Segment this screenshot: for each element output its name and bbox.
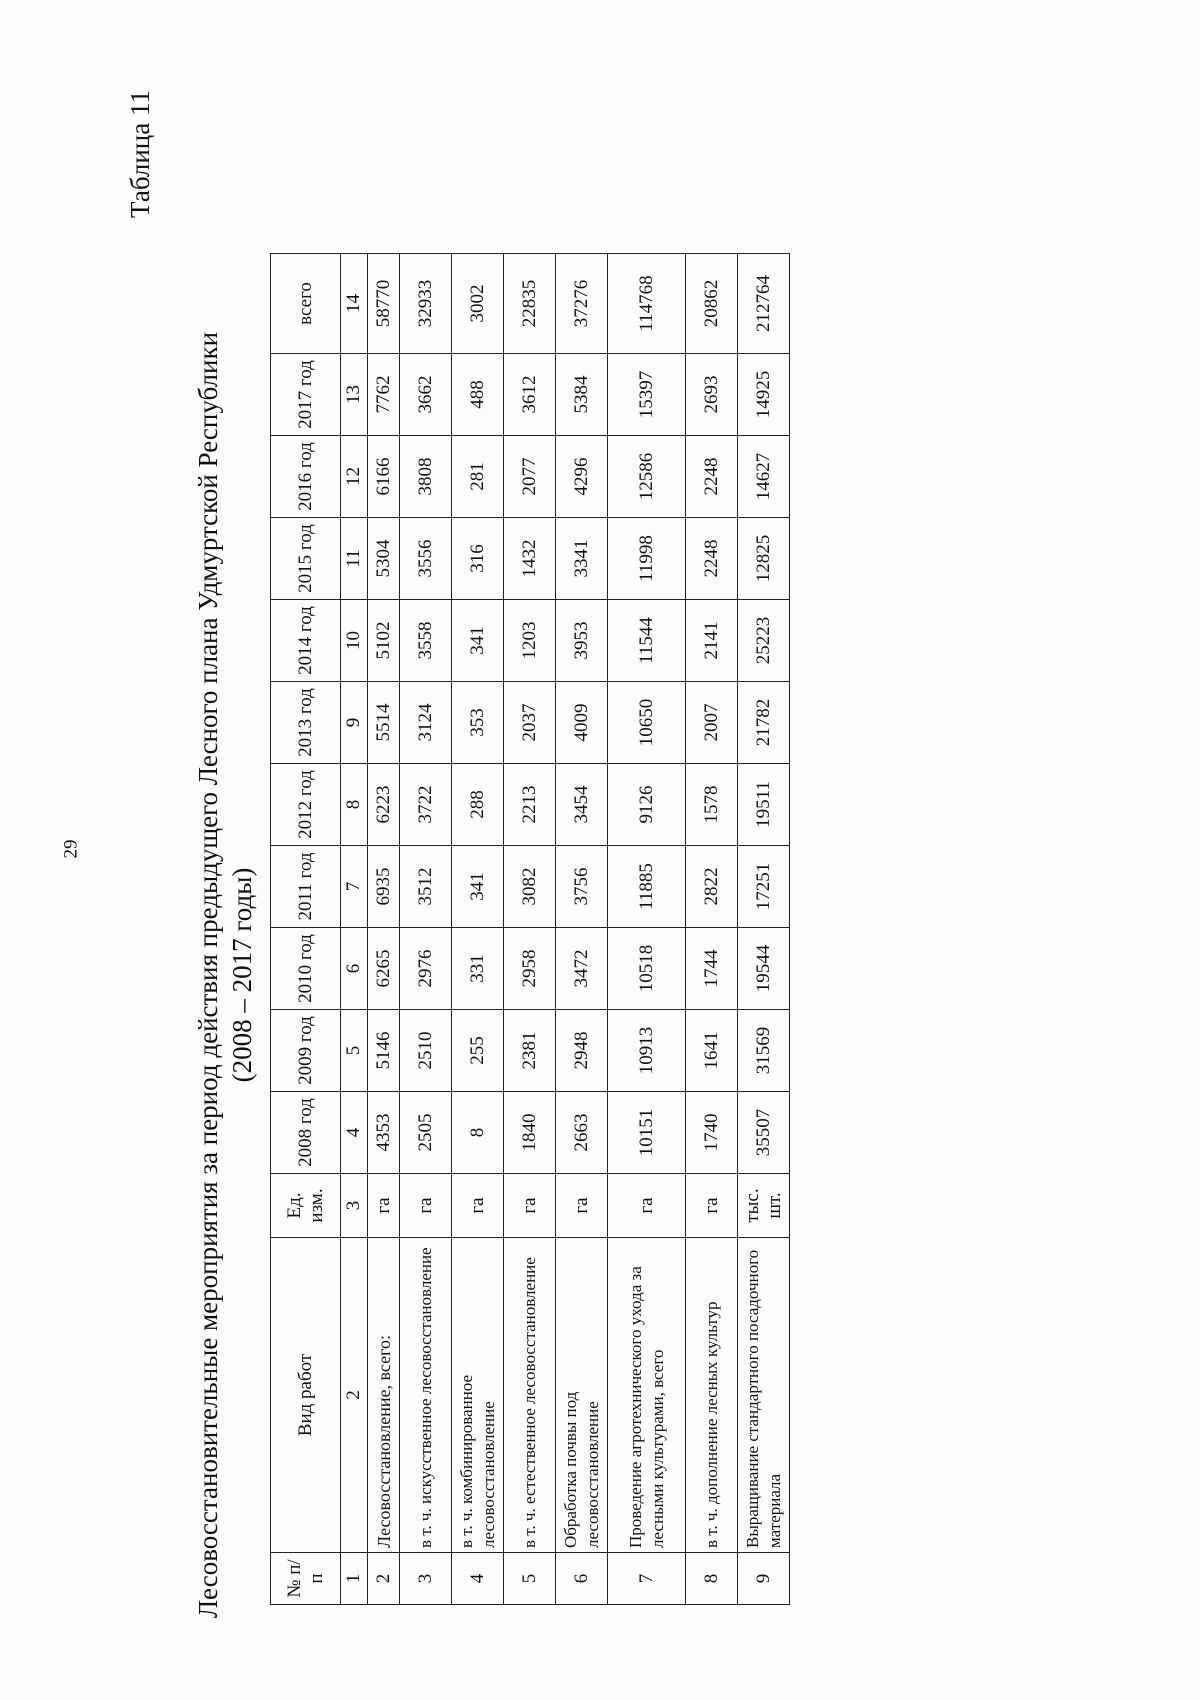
row-value: 2976 (400, 928, 452, 1010)
row-value: 35507 (738, 1092, 790, 1174)
row-value: 2663 (556, 1092, 608, 1174)
row-value: 1740 (686, 1092, 738, 1174)
table-row (368, 254, 400, 1605)
page-number: 29 (60, 839, 82, 859)
table-row (556, 254, 608, 1605)
row-num: 4 (452, 1553, 504, 1605)
row-total: 32933 (400, 254, 452, 354)
row-total: 3002 (452, 254, 504, 354)
row-num: 3 (400, 1553, 452, 1605)
row-value: 1432 (504, 518, 556, 600)
row-total: 22835 (504, 254, 556, 354)
row-value: 6265 (368, 928, 400, 1010)
col-number: 5 (341, 1010, 368, 1092)
row-value: 341 (452, 846, 504, 928)
row-kind: Обработка почвы под лесовосстановление (556, 1238, 608, 1553)
row-value: 3512 (400, 846, 452, 928)
row-num: 5 (504, 1553, 556, 1605)
row-value: 2141 (686, 600, 738, 682)
row-value: 4353 (368, 1092, 400, 1174)
row-value: 3556 (400, 518, 452, 600)
row-value: 2213 (504, 764, 556, 846)
row-total: 212764 (738, 254, 790, 354)
row-kind: в т. ч. комбинированное лесовосстановление (452, 1238, 504, 1553)
row-total: 37276 (556, 254, 608, 354)
row-value: 3341 (556, 518, 608, 600)
row-num: 8 (686, 1553, 738, 1605)
row-value: 2693 (686, 354, 738, 436)
row-value: 2248 (686, 436, 738, 518)
row-value: 11885 (608, 846, 686, 928)
row-value: 10518 (608, 928, 686, 1010)
row-value: 10913 (608, 1010, 686, 1092)
row-value: 3472 (556, 928, 608, 1010)
col-number: 4 (341, 1092, 368, 1174)
row-value: 341 (452, 600, 504, 682)
column-numbers-row (341, 254, 368, 1605)
row-value: 3558 (400, 600, 452, 682)
col-number: 2 (341, 1238, 368, 1553)
row-value: 2505 (400, 1092, 452, 1174)
col-number: 12 (341, 436, 368, 518)
table-row (738, 254, 790, 1605)
row-value: 255 (452, 1010, 504, 1092)
table-label: Таблица 11 (125, 90, 155, 218)
col-number: 7 (341, 846, 368, 928)
row-value: 488 (452, 354, 504, 436)
row-kind: в т. ч. естественное лесовосстановление (504, 1238, 556, 1553)
row-value: 1840 (504, 1092, 556, 1174)
row-value: 2948 (556, 1010, 608, 1092)
row-value: 2822 (686, 846, 738, 928)
row-value: 2510 (400, 1010, 452, 1092)
row-value: 6166 (368, 436, 400, 518)
row-value: 1641 (686, 1010, 738, 1092)
row-value: 316 (452, 518, 504, 600)
row-value: 17251 (738, 846, 790, 928)
table-row (504, 254, 556, 1605)
header-year: 2012 год (271, 764, 341, 846)
row-unit: га (686, 1174, 738, 1238)
row-kind: Лесовосстановление, всего: (368, 1238, 400, 1553)
row-value: 6223 (368, 764, 400, 846)
header-year: 2017 год (271, 354, 341, 436)
row-value: 8 (452, 1092, 504, 1174)
row-value: 5102 (368, 600, 400, 682)
title-line-1: Лесовосстановительные мероприятия за период действия предыдущего Лесного плана Удмуртской Республики (193, 331, 223, 1619)
row-kind: Выращивание стандартного посадочного материала (738, 1238, 790, 1553)
row-value: 19511 (738, 764, 790, 846)
header-year: 2016 год (271, 436, 341, 518)
row-value: 331 (452, 928, 504, 1010)
row-value: 11544 (608, 600, 686, 682)
header-row (271, 254, 341, 1605)
row-value: 7762 (368, 354, 400, 436)
col-number: 3 (341, 1174, 368, 1238)
title-line-2: (2008 – 2017 годы) (227, 867, 257, 1083)
row-value: 1203 (504, 600, 556, 682)
row-value: 2077 (504, 436, 556, 518)
row-value: 281 (452, 436, 504, 518)
row-value: 4009 (556, 682, 608, 764)
row-num: 6 (556, 1553, 608, 1605)
row-value: 2958 (504, 928, 556, 1010)
header-unit: Ед. изм. (271, 1174, 341, 1238)
table-title (191, 310, 259, 1640)
header-year: 2009 год (271, 1010, 341, 1092)
row-value: 3756 (556, 846, 608, 928)
row-value: 5514 (368, 682, 400, 764)
row-total: 58770 (368, 254, 400, 354)
row-value: 2007 (686, 682, 738, 764)
row-total: 114768 (608, 254, 686, 354)
rotated-content (125, 70, 1185, 1640)
row-total: 20862 (686, 254, 738, 354)
row-value: 353 (452, 682, 504, 764)
row-value: 2381 (504, 1010, 556, 1092)
row-value: 5304 (368, 518, 400, 600)
row-value: 3722 (400, 764, 452, 846)
row-kind: в т. ч. дополнение лесных культур (686, 1238, 738, 1553)
row-value: 5146 (368, 1010, 400, 1092)
row-value: 1744 (686, 928, 738, 1010)
data-table (270, 253, 790, 1605)
row-value: 3612 (504, 354, 556, 436)
row-unit: га (608, 1174, 686, 1238)
header-year: 2014 год (271, 600, 341, 682)
row-value: 9126 (608, 764, 686, 846)
row-value: 3454 (556, 764, 608, 846)
header-year: 2015 год (271, 518, 341, 600)
row-value: 3662 (400, 354, 452, 436)
row-value: 6935 (368, 846, 400, 928)
col-number: 1 (341, 1553, 368, 1605)
row-value: 4296 (556, 436, 608, 518)
header-year: 2010 год (271, 928, 341, 1010)
row-unit: га (400, 1174, 452, 1238)
table-row (608, 254, 686, 1605)
row-unit: тыс. шт. (738, 1174, 790, 1238)
row-value: 1578 (686, 764, 738, 846)
header-num: № п/п (271, 1553, 341, 1605)
row-unit: га (556, 1174, 608, 1238)
row-num: 9 (738, 1553, 790, 1605)
row-value: 15397 (608, 354, 686, 436)
table-row (400, 254, 452, 1605)
col-number: 6 (341, 928, 368, 1010)
row-value: 31569 (738, 1010, 790, 1092)
row-value: 19544 (738, 928, 790, 1010)
row-value: 3124 (400, 682, 452, 764)
col-number: 11 (341, 518, 368, 600)
col-number: 14 (341, 254, 368, 354)
row-value: 10151 (608, 1092, 686, 1174)
row-value: 12586 (608, 436, 686, 518)
row-value: 3808 (400, 436, 452, 518)
row-kind: в т. ч. искусственное лесовосстановление (400, 1238, 452, 1553)
header-year: 2013 год (271, 682, 341, 764)
row-value: 12825 (738, 518, 790, 600)
row-value: 14627 (738, 436, 790, 518)
table-row (686, 254, 738, 1605)
row-value: 2248 (686, 518, 738, 600)
row-kind: Проведение агротехнического ухода за лесными культурами, всего (608, 1238, 686, 1553)
col-number: 10 (341, 600, 368, 682)
header-year: 2008 год (271, 1092, 341, 1174)
row-value: 25223 (738, 600, 790, 682)
col-number: 13 (341, 354, 368, 436)
col-number: 9 (341, 682, 368, 764)
row-num: 2 (368, 1553, 400, 1605)
row-value: 21782 (738, 682, 790, 764)
header-kind: Вид работ (271, 1238, 341, 1553)
row-value: 288 (452, 764, 504, 846)
row-unit: га (368, 1174, 400, 1238)
row-value: 3953 (556, 600, 608, 682)
row-value: 5384 (556, 354, 608, 436)
header-total: всего (271, 254, 341, 354)
row-value: 2037 (504, 682, 556, 764)
row-value: 3082 (504, 846, 556, 928)
table-row (452, 254, 504, 1605)
row-unit: га (452, 1174, 504, 1238)
row-num: 7 (608, 1553, 686, 1605)
row-value: 10650 (608, 682, 686, 764)
header-year: 2011 год (271, 846, 341, 928)
row-value: 11998 (608, 518, 686, 600)
row-unit: га (504, 1174, 556, 1238)
col-number: 8 (341, 764, 368, 846)
row-value: 14925 (738, 354, 790, 436)
